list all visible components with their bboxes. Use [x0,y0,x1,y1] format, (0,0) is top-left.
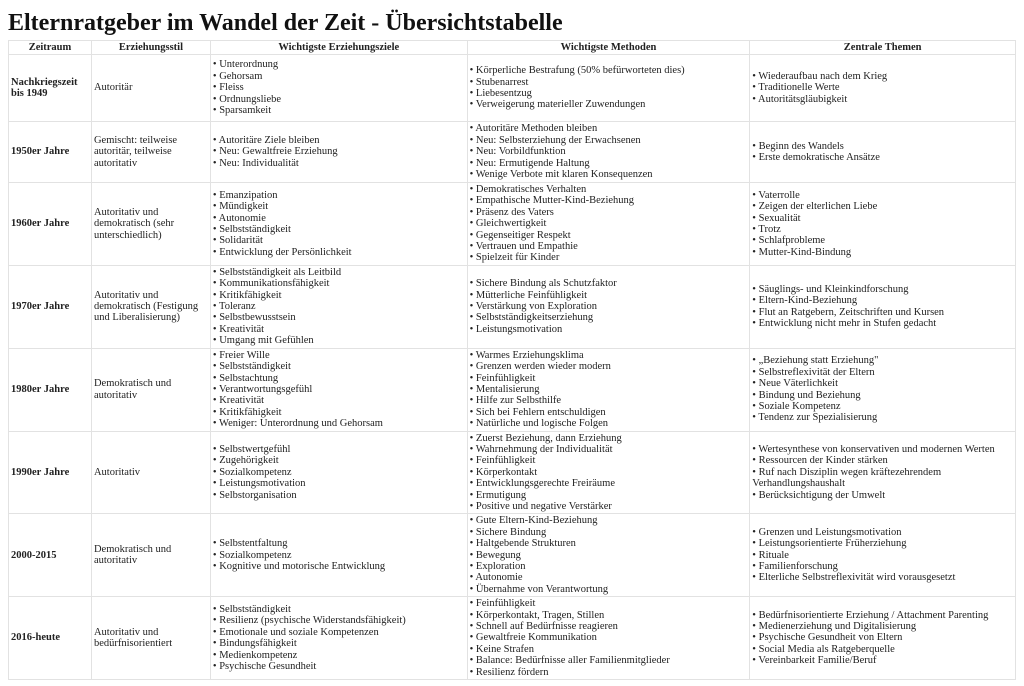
cell-methoden [467,55,750,122]
methoden-list [470,184,748,264]
list-item: • Freier Wille [213,350,465,361]
list-item: • Säuglings- und Kleinkindforschung [752,284,1013,295]
list-item: • Leistungsorientierte Früherziehung [752,538,1013,549]
list-item: • Entwicklung nicht mehr in Stufen gedacht [752,318,1013,329]
cell-zeitraum: 1950er Jahre [9,122,92,183]
methoden-list [470,433,748,513]
cell-ziele [210,55,467,122]
list-item: • Haltgebende Strukturen [470,538,748,549]
ziele-list [213,604,465,672]
cell-erziehungsstil: Demokratisch und autoritativ [91,348,210,431]
list-item: • Umgang mit Gefühlen [213,335,465,346]
list-item: • Toleranz [213,301,465,312]
table-row [9,183,1016,266]
list-item: • Social Media als Ratgeberquelle [752,644,1013,655]
list-item: • Elterliche Selbstreflexivität wird vorausgesetzt [752,572,1013,583]
list-item: • Selbstständigkeit [213,361,465,372]
list-item: • Kritikfähigkeit [213,407,465,418]
list-item: • Emotionale und soziale Kompetenzen [213,627,465,638]
list-item: • Ressourcen der Kinder stärken [752,455,1013,466]
list-item: • Kritikfähigkeit [213,290,465,301]
list-item: • Neu: Gewaltfreie Erziehung [213,146,465,157]
cell-ziele [210,348,467,431]
themen-list [752,444,1013,501]
list-item: • Psychische Gesundheit von Eltern [752,632,1013,643]
cell-ziele [210,431,467,514]
themen-list [752,355,1013,423]
list-item: • Mündigkeit [213,201,465,212]
cell-erziehungsstil: Demokratisch und autoritativ [91,514,210,597]
list-item: • Hilfe zur Selbsthilfe [470,395,748,406]
list-item: • Rituale [752,550,1013,561]
cell-themen [750,431,1016,514]
header-ziele: Wichtigste Erziehungsziele [210,41,467,55]
cell-erziehungsstil: Autoritativ [91,431,210,514]
list-item: • Autoritätsgläubigkeit [752,94,1013,105]
list-item: • Balance: Bedürfnisse aller Familienmitglieder [470,655,748,666]
list-item: • Autonomie [213,213,465,224]
page-title: Elternratgeber im Wandel der Zeit - Übersichtstabelle [8,10,563,36]
cell-methoden [467,431,750,514]
cell-methoden [467,122,750,183]
list-item: • Entwicklungsgerechte Freiräume [470,478,748,489]
cell-zeitraum: 1960er Jahre [9,183,92,266]
cell-methoden [467,348,750,431]
list-item: • Warmes Erziehungsklima [470,350,748,361]
list-item: • Gute Eltern-Kind-Beziehung [470,515,748,526]
list-item: • Exploration [470,561,748,572]
cell-zeitraum: 1990er Jahre [9,431,92,514]
list-item: • Neue Väterlichkeit [752,378,1013,389]
list-item: • Verantwortungsgefühl [213,384,465,395]
list-item: • Sexualität [752,213,1013,224]
cell-erziehungsstil: Autoritativ und demokratisch (sehr unterschiedlich) [91,183,210,266]
cell-zeitraum: 2016-heute [9,597,92,680]
ziele-list [213,135,465,169]
ziele-list [213,538,465,572]
list-item: • Bedürfnisorientierte Erziehung / Attachment Parenting [752,610,1013,621]
list-item: • Selbstreflexivität der Eltern [752,367,1013,378]
list-item: • Neu: Individualität [213,158,465,169]
list-item: • Sich bei Fehlern entschuldigen [470,407,748,418]
list-item: • Sparsamkeit [213,105,465,116]
list-item: • Präsenz des Vaters [470,207,748,218]
cell-themen [750,265,1016,348]
list-item: • Selbstständigkeitserziehung [470,312,748,323]
list-item: • Traditionelle Werte [752,82,1013,93]
themen-list [752,610,1013,667]
list-item: • Feinfühligkeit [470,598,748,609]
list-item: • Empathische Mutter-Kind-Beziehung [470,195,748,206]
cell-methoden [467,183,750,266]
cell-themen [750,55,1016,122]
themen-list [752,284,1013,330]
list-item: • Wahrnehmung der Individualität [470,444,748,455]
list-item: • Mutter-Kind-Bindung [752,247,1013,258]
list-item: • Wenige Verbote mit klaren Konsequenzen [470,169,748,180]
cell-zeitraum: 1970er Jahre [9,265,92,348]
list-item: • Kognitive und motorische Entwicklung [213,561,465,572]
list-item: • Körperkontakt, Tragen, Stillen [470,610,748,621]
themen-list [752,71,1013,105]
list-item: • Neu: Ermutigende Haltung [470,158,748,169]
list-item: • Resilienz fördern [470,667,748,678]
ziele-list [213,267,465,347]
list-item: • Stubenarrest [470,77,748,88]
list-item: • Sozialkompetenz [213,467,465,478]
list-item: • Entwicklung der Persönlichkeit [213,247,465,258]
list-item: • Sichere Bindung [470,527,748,538]
cell-methoden [467,597,750,680]
list-item: • Ordnungsliebe [213,94,465,105]
list-item: • Selbstachtung [213,373,465,384]
methoden-list [470,598,748,678]
list-item: • Selbstwertgefühl [213,444,465,455]
cell-themen [750,183,1016,266]
cell-ziele [210,122,467,183]
methoden-list [470,278,748,335]
table-row [9,265,1016,348]
cell-methoden [467,265,750,348]
list-item: • Wiederaufbau nach dem Krieg [752,71,1013,82]
list-item: • Übernahme von Verantwortung [470,584,748,595]
list-item: • Berücksichtigung der Umwelt [752,490,1013,501]
header-methoden: Wichtigste Methoden [467,41,750,55]
list-item: • Leistungsmotivation [470,324,748,335]
cell-themen [750,514,1016,597]
themen-list [752,527,1013,584]
header-zeitraum: Zeitraum [9,41,92,55]
list-item: • Keine Strafen [470,644,748,655]
table-row [9,597,1016,680]
list-item: • Erste demokratische Ansätze [752,152,1013,163]
table-row [9,122,1016,183]
list-item: • Bindung und Beziehung [752,390,1013,401]
cell-ziele [210,183,467,266]
list-item: • Körperkontakt [470,467,748,478]
list-item: • Kommunikationsfähigkeit [213,278,465,289]
list-item: • Spielzeit für Kinder [470,252,748,263]
list-item: • Bindungsfähigkeit [213,638,465,649]
list-item: • Ermutigung [470,490,748,501]
list-item: • Trotz [752,224,1013,235]
list-item: • Soziale Kompetenz [752,401,1013,412]
cell-zeitraum: 2000-2015 [9,514,92,597]
cell-erziehungsstil: Autoritativ und demokratisch (Festigung und Liberalisierung) [91,265,210,348]
list-item: • Selbstbewusstsein [213,312,465,323]
list-item: • Resilienz (psychische Widerstandsfähigkeit) [213,615,465,626]
list-item: • Neu: Selbsterziehung der Erwachsenen [470,135,748,146]
list-item: • Flut an Ratgebern, Zeitschriften und Kursen [752,307,1013,318]
header-row [9,41,1016,55]
list-item: • Gleichwertigkeit [470,218,748,229]
list-item: • Gegenseitiger Respekt [470,230,748,241]
ziele-list [213,350,465,430]
list-item: • Zugehörigkeit [213,455,465,466]
list-item: • Verweigerung materieller Zuwendungen [470,99,748,110]
list-item: • Vertrauen und Empathie [470,241,748,252]
ziele-list [213,190,465,258]
list-item: • Weniger: Unterordnung und Gehorsam [213,418,465,429]
list-item: • Autoritäre Ziele bleiben [213,135,465,146]
list-item: • Selbstständigkeit als Leitbild [213,267,465,278]
methoden-list [470,515,748,595]
methoden-list [470,65,748,111]
list-item: • Mentalisierung [470,384,748,395]
list-item: • Sichere Bindung als Schutzfaktor [470,278,748,289]
overview-table [8,40,1016,680]
list-item: • Vaterrolle [752,190,1013,201]
list-item: • Solidarität [213,235,465,246]
cell-themen [750,122,1016,183]
themen-list [752,190,1013,258]
list-item: • Selbstorganisation [213,490,465,501]
cell-erziehungsstil: Autoritär [91,55,210,122]
ziele-list [213,59,465,116]
methoden-list [470,350,748,430]
cell-erziehungsstil: Autoritativ und bedürfnisorientiert [91,597,210,680]
list-item: • Familienforschung [752,561,1013,572]
list-item: • Grenzen und Leistungsmotivation [752,527,1013,538]
list-item: • Mütterliche Feinfühligkeit [470,290,748,301]
table-row [9,514,1016,597]
cell-erziehungsstil: Gemischt: teilweise autoritär, teilweise autoritativ [91,122,210,183]
list-item: • Neu: Vorbildfunktion [470,146,748,157]
methoden-list [470,123,748,180]
cell-themen [750,597,1016,680]
list-item: • Feinfühligkeit [470,373,748,384]
list-item: • Sozialkompetenz [213,550,465,561]
list-item: • Demokratisches Verhalten [470,184,748,195]
list-item: • Kreativität [213,395,465,406]
list-item: • Verstärkung von Exploration [470,301,748,312]
cell-ziele [210,597,467,680]
list-item: • Psychische Gesundheit [213,661,465,672]
cell-ziele [210,514,467,597]
list-item: • Kreativität [213,324,465,335]
table-row [9,348,1016,431]
ziele-list [213,444,465,501]
list-item: • Medienkompetenz [213,650,465,661]
list-item: • Grenzen werden wieder modern [470,361,748,372]
list-item: • Bewegung [470,550,748,561]
list-item: • Liebesentzug [470,88,748,99]
cell-themen [750,348,1016,431]
header-erziehungsstil: Erziehungsstil [91,41,210,55]
list-item: • Autoritäre Methoden bleiben [470,123,748,134]
list-item: • Ruf nach Disziplin wegen kräftezehrendem Verhandlungshaushalt [752,467,1013,490]
header-themen: Zentrale Themen [750,41,1016,55]
list-item: • Positive und negative Verstärker [470,501,748,512]
list-item: • Vereinbarkeit Familie/Beruf [752,655,1013,666]
cell-ziele [210,265,467,348]
list-item: • Feinfühligkeit [470,455,748,466]
list-item: • Wertesynthese von konservativen und modernen Werten [752,444,1013,455]
list-item: • Selbstständigkeit [213,604,465,615]
list-item: • Unterordnung [213,59,465,70]
cell-methoden [467,514,750,597]
cell-zeitraum: Nachkriegszeit bis 1949 [9,55,92,122]
list-item: • Zuerst Beziehung, dann Erziehung [470,433,748,444]
list-item: • Emanzipation [213,190,465,201]
list-item: • Leistungsmotivation [213,478,465,489]
list-item: • Tendenz zur Spezialisierung [752,412,1013,423]
cell-zeitraum: 1980er Jahre [9,348,92,431]
list-item: • Medienerziehung und Digitalisierung [752,621,1013,632]
list-item: • Natürliche und logische Folgen [470,418,748,429]
list-item: • Beginn des Wandels [752,141,1013,152]
list-item: • „Beziehung statt Erziehung" [752,355,1013,366]
list-item: • Autonomie [470,572,748,583]
table-row [9,55,1016,122]
list-item: • Gewaltfreie Kommunikation [470,632,748,643]
table-row [9,431,1016,514]
list-item: • Schlafprobleme [752,235,1013,246]
table-body [9,55,1016,680]
list-item: • Körperliche Bestrafung (50% befürworteten dies) [470,65,748,76]
list-item: • Zeigen der elterlichen Liebe [752,201,1013,212]
list-item: • Gehorsam [213,71,465,82]
list-item: • Selbstständigkeit [213,224,465,235]
list-item: • Fleiss [213,82,465,93]
list-item: • Schnell auf Bedürfnisse reagieren [470,621,748,632]
list-item: • Selbstentfaltung [213,538,465,549]
list-item: • Eltern-Kind-Beziehung [752,295,1013,306]
themen-list [752,141,1013,164]
